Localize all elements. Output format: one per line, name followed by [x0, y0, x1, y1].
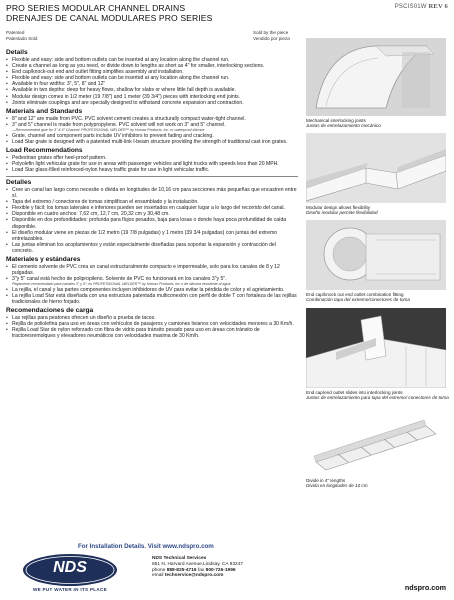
- load-list: [6, 155, 298, 173]
- logo-wordmark: NDS: [53, 559, 87, 576]
- list-item: • Modular design comes in 1/2 meter (19 7/8") and 1 meter (39 3/4") pieces with interlocking end joints.: [6, 94, 298, 100]
- list-item: • Joints eliminate couplings and are specially designed to withstand concrete expansion and contraction.: [6, 100, 298, 106]
- photo-caption: [306, 118, 451, 129]
- photo-interlocking-joints: [306, 38, 446, 116]
- list-item: • Disponible en dos profundidades: profunda para flujos pesados, baja para losas o donde haya poca profundidad de caída disponible.: [6, 217, 298, 229]
- list-item: • Available in two depths: deep for heavy flows, shallow for slabs or where little fall depth is available.: [6, 87, 298, 93]
- tech-services-contact: [152, 556, 312, 579]
- sold-es: Vendido por pieza: [253, 35, 290, 41]
- list-item: • El diseño modular viene en piezas de 1/2 metro (19 7/8 pulgadas) y 1 metro (39 3/4 pulgadas) con juntas del extremo entrelazables.: [6, 230, 298, 242]
- detalles-heading: Detalles: [6, 179, 32, 186]
- list-item: • Disponible en cuatro anchos: 7,62 cm, 12,7 cm, 20,32 cm y 30,48 cm.: [6, 211, 298, 217]
- email-link[interactable]: techservice@ndspro.com: [164, 573, 224, 579]
- materials-list-2: [6, 133, 298, 145]
- nds-logo: [22, 551, 118, 597]
- carga-heading: Recomendaciones de carga: [6, 307, 94, 315]
- load-heading: Load Recommendations: [6, 146, 83, 154]
- email-line: [152, 573, 312, 579]
- materials-heading: Materials and Standards: [6, 107, 83, 115]
- list-item: • Flexible y fácil: los tomas laterales e inferiores pueden ser insertados en cualquier lugar a lo largo del recorrido del canal.: [6, 205, 298, 211]
- banner-text: For Installation Details. Visit www.ndspro.com: [78, 543, 214, 550]
- tech-title: NDS Technical Services: [152, 556, 207, 561]
- address: 851 N. Harvard Avenue,Lindsay, CA 93247: [152, 561, 244, 567]
- list-item: • Pedestrian grates offer heel-proof pattern.: [6, 155, 298, 161]
- list-item: • Available in four widths: 3", 5", 8" and 12": [6, 81, 298, 87]
- pegamento-note: Pegamento recomendado para canales 3" y 5": es PROFESSIONAL WELDER™ by Homax Products, Inc o de silicona resistente al agua.: [12, 282, 232, 287]
- photo-caption: [306, 292, 451, 303]
- footer: [0, 540, 454, 600]
- details-heading: Details: [6, 49, 28, 56]
- carga-list: [6, 315, 298, 339]
- list-item: • Flexible and easy: side and bottom outlets can be inserted at any location along the channel run.: [6, 75, 298, 81]
- document-code: [395, 3, 448, 10]
- list-item: • 3" and 5" channel is made from polypropylene. PVC solvent will not work on 3" and 5" channel.: [6, 122, 298, 128]
- photo-modular-design: [306, 133, 446, 203]
- list-item: • Grate, channel and component parts include UV inhibitors to prevent fading and cracking.: [6, 133, 298, 139]
- sold-en: Sold by the piece: [253, 30, 289, 35]
- list-item: • Tapa del extremo / conectores de tomas simplifican el ensamblado y la instalación.: [6, 199, 298, 205]
- list-item: • Load Star grate is designed with a patented multi-link I-beam structure providing the strength of traditional cast iron grates.: [6, 139, 298, 145]
- patent-es: Patentado Sold: [6, 35, 38, 41]
- glue-note: —Recommended glue for 3" & 5" Channel: PROFESSIONAL WELDER™ by Homax Products, Inc. or waterproof silicone: [12, 127, 205, 132]
- caption-es: Juntas de entrelazamiento mecánico: [306, 123, 381, 129]
- email-label: email: [152, 573, 164, 579]
- list-item: • End cap/knock-out end and outlet fitting simplifies assembly and installation.: [6, 69, 298, 75]
- doc-code-text: PSCIS01W: [394, 4, 427, 10]
- list-item: • Load Star glass-filled reinforced-nylon heavy traffic grate for use in light vehicular traffic.: [6, 167, 298, 173]
- details-list: [6, 57, 298, 106]
- caption-es: Divida en longitudes de 10 cm: [306, 483, 368, 489]
- photo-caption: [306, 390, 451, 401]
- list-item: • La rejilla, el canal y las partes componentes incluyen inhibidores de UV para evitar la pérdida de color y el agrietamiento.: [6, 287, 298, 293]
- caption-en: Modular design allows flexibility: [306, 205, 371, 210]
- photo-caption: [306, 205, 451, 216]
- photo-end-cap-outlet: [306, 220, 446, 290]
- materiales-list-2: [6, 287, 298, 305]
- list-item: • 8" and 12" are made from PVC. PVC solvent cement creates a structurally compact water-tight channel.: [6, 116, 298, 122]
- website-link[interactable]: ndspro.com: [404, 583, 446, 592]
- list-item: • Flexible and easy: side and bottom outlets can be inserted at any location along the channel run.: [6, 57, 298, 63]
- photo-caption: [306, 478, 451, 489]
- list-item: • Rejilla Load Star de nylon reforzado con fibra de vidrio para tránsito pesado para uso en áreas con tránsito de tractoresremolques y elevadores neumáticos con velocidades maxima de 30 Km/h.: [6, 327, 298, 339]
- page-title: [6, 4, 306, 23]
- title-english: PRO SERIES MODULAR CHANNEL DRAINS: [6, 3, 186, 13]
- list-item: • Rejilla de poliolefina para uso en áreas con vehículos de pasajeros y camiones livianos con velocidades menores a 30 Km/h.: [6, 321, 298, 327]
- sold-note: [253, 30, 290, 41]
- phone-label: phone: [152, 567, 166, 573]
- title-spanish: DRENAJES DE CANAL MODULARES PRO SERIES: [6, 12, 213, 23]
- list-item: • 3"y 5" canal está hecho de polipropileno. Solvente de PVC no funcionará en los canales 3"y 5".: [6, 276, 298, 282]
- caption-es: Juntas de entrelazamiento para tapa del extremo/ conectores de toma: [306, 395, 449, 401]
- list-item: • Cree un canal tan largo como necesite o divida en longitudes de 10,16 cm para secciones más pequeñas que encastren entre sí.: [6, 187, 298, 199]
- list-item: • Las rejillas para peatones ofrecen un diseño a prueba de tacos.: [6, 315, 298, 321]
- caption-es: Diseño modular permite flexibilidad: [306, 210, 378, 216]
- photo-end-cap-slides: [306, 308, 446, 388]
- materials-list: [6, 116, 298, 128]
- caption-en: End cap/knock out end outlet combination fitting: [306, 292, 404, 297]
- phone-number: 888-825-4716: [166, 567, 197, 573]
- fax-number: 800-726-1996: [205, 567, 236, 573]
- language-divider: [6, 176, 298, 177]
- caption-en: Mechanical interlocking joints: [306, 118, 366, 123]
- caption-en: Divide in 4" lengths: [306, 478, 346, 483]
- list-item: • El cemento solvente de PVC crea un canal estructuralmente compacto e impermeable, solo para los canales de 8 y 12 pulgadas.: [6, 264, 298, 276]
- list-item: • Las juntas eliminan los acoplamientos y están especialmente diseñadas para soportar la expansión y contracción del concreto.: [6, 242, 298, 254]
- spec-text-column: [6, 47, 298, 340]
- materiales-heading: Materiales y estándares: [6, 256, 81, 264]
- logo-tagline: WE PUT WATER IN ITS PLACE: [32, 587, 108, 592]
- materiales-list: [6, 264, 298, 282]
- photo-divided-lengths: [306, 412, 446, 476]
- caption-en: End cap/end outlet slides into interlocking joints: [306, 390, 403, 395]
- patent-en: Patented: [6, 30, 25, 35]
- detalles-list: [6, 187, 298, 254]
- doc-revision: REV 6: [428, 3, 448, 10]
- list-item: • La rejilla Load Star está diseñada con una estructura patentada multiconexión con perfil de doble T con fortaleza de las rejillas tradicionales de hierro forjado.: [6, 293, 298, 305]
- fax-label: fax: [197, 567, 205, 573]
- patent-note: [6, 30, 37, 41]
- list-item: • Polyolefin light vehicular grate for use in areas with passenger vehicles and light trucks with speeds less than 20 MPH.: [6, 161, 298, 167]
- caption-es: Combinación tapa del extremo/conectores de toma: [306, 297, 410, 303]
- list-item: • Create a channel as long as you need, or divide down to lengths as short as 4" for smaller, interlocking sections.: [6, 63, 298, 69]
